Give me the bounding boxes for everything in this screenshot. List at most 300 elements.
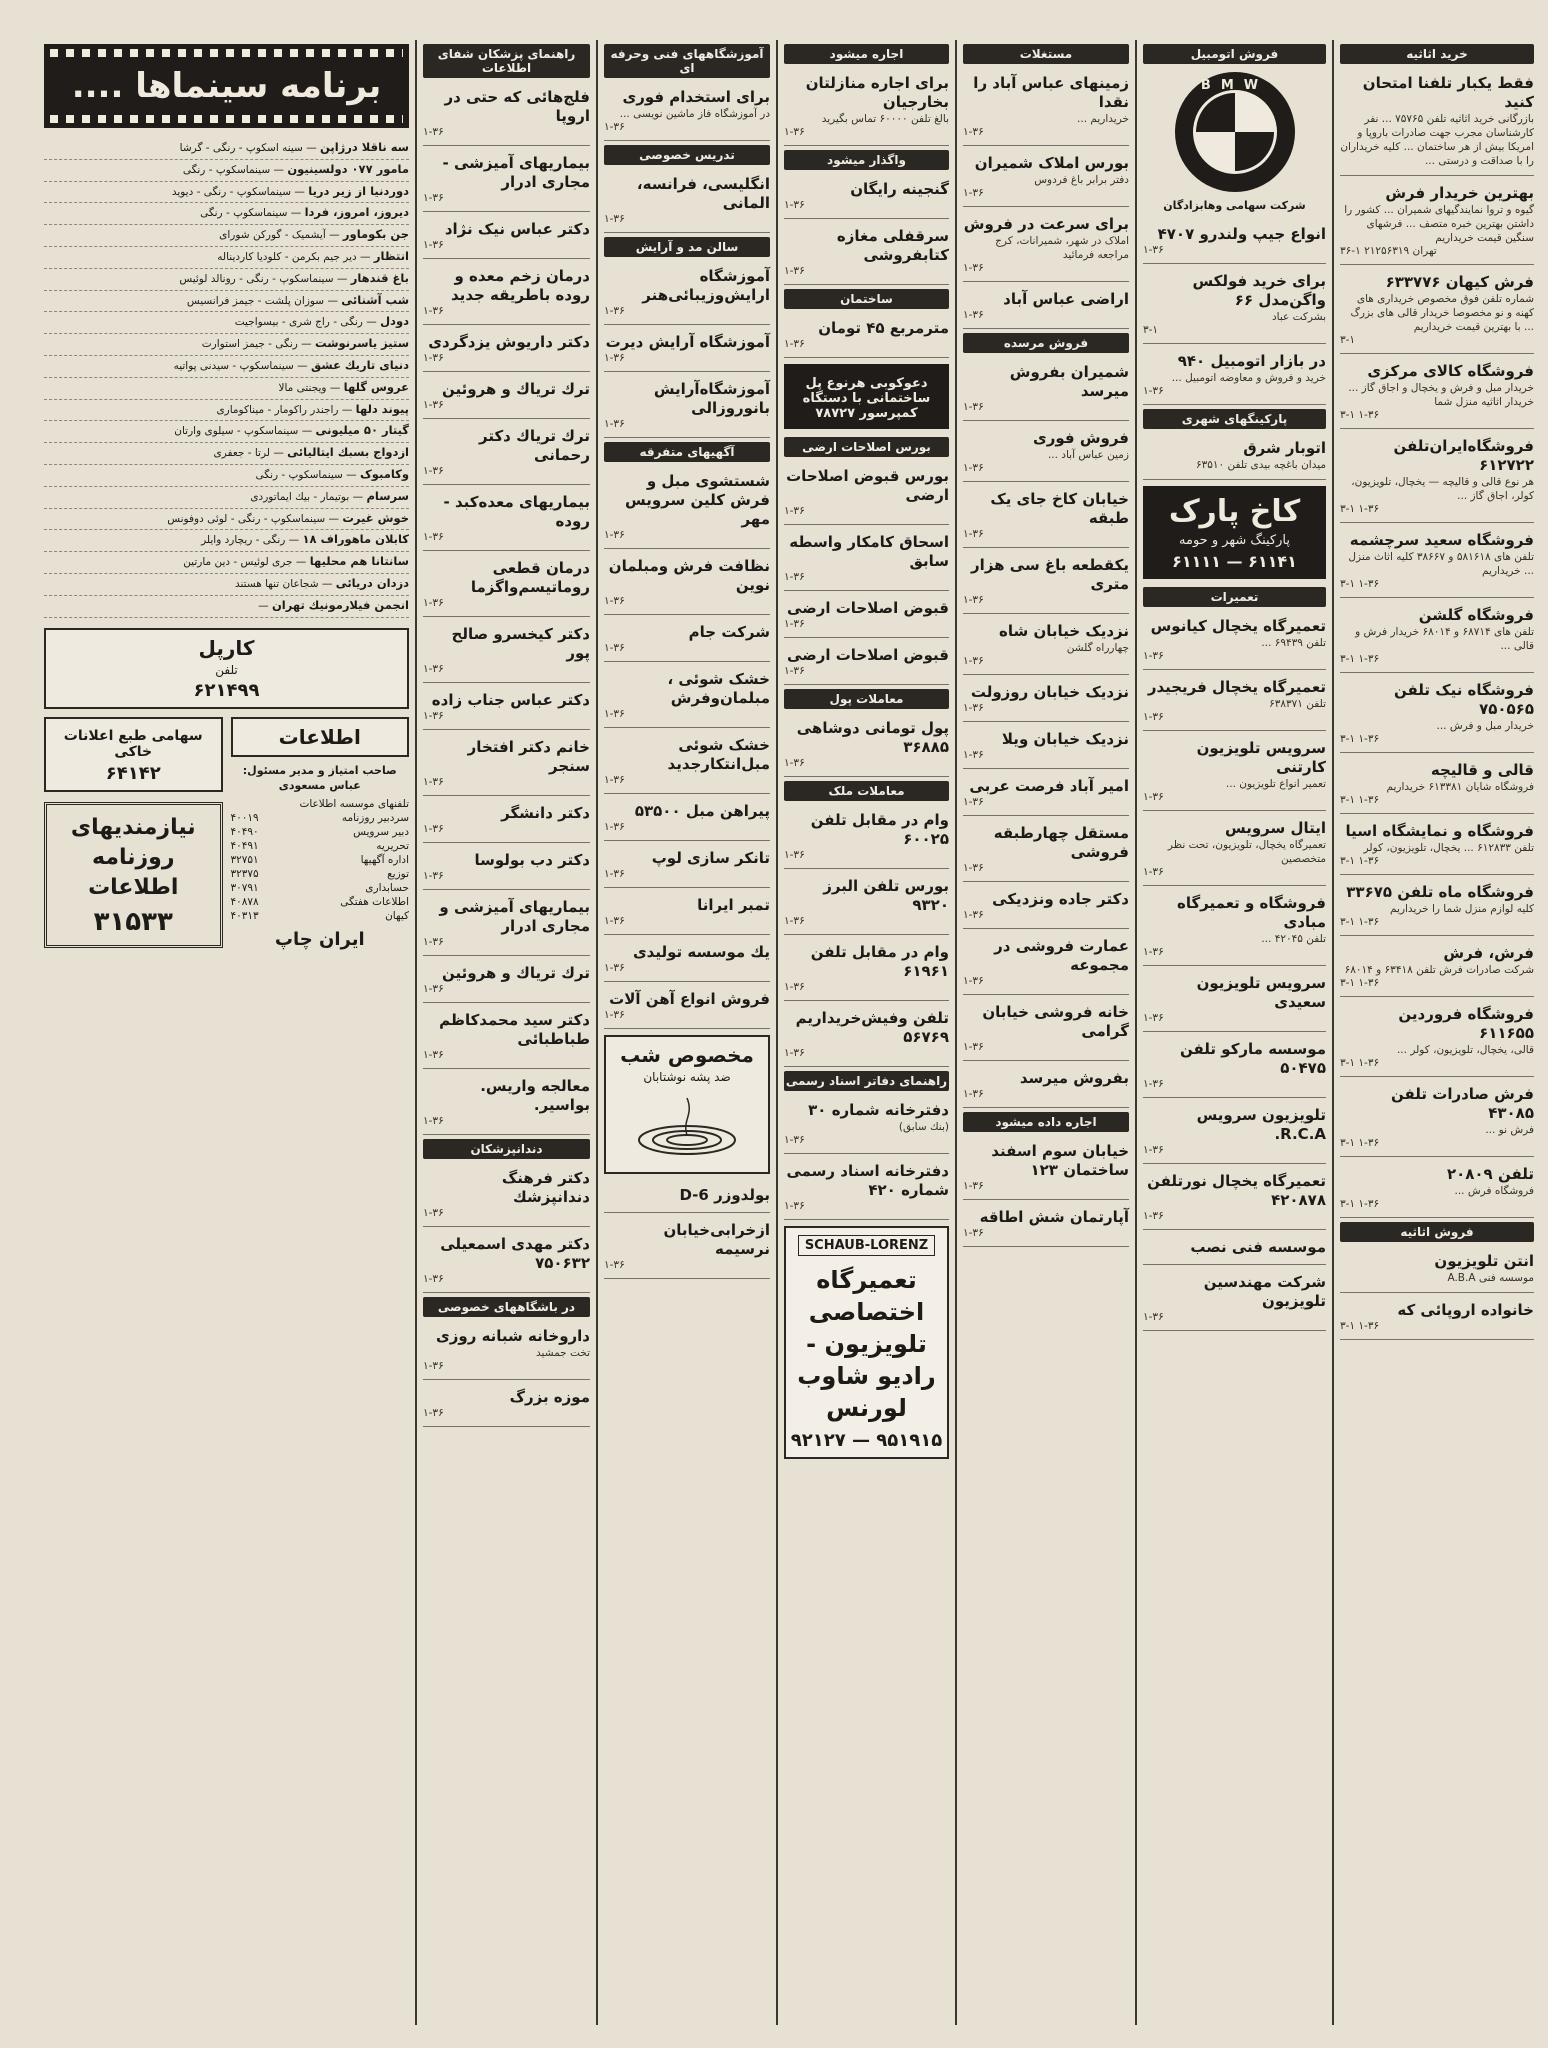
cinema-listing: [44, 182, 409, 204]
ad-code: ۱-۳۶: [604, 305, 625, 317]
ad-heading: فروشگاه نیک تلفن ۷۵۰۵۶۵: [1393, 681, 1534, 718]
ad-body: تلفن های ۵۸۱۶۱۸ و ۳۸۶۶۷ کلیه اثاث منزل ... خریداریم: [1348, 551, 1534, 577]
film-title: دزدان دریائی: [335, 575, 409, 590]
film-details: آیشمیک - گورکن شورای: [219, 229, 326, 242]
ad-item: [963, 886, 1129, 929]
ad-body: در آموزشگاه فاز ماشین نویسی ...: [619, 108, 770, 120]
parking-ad: [1143, 486, 1326, 579]
film-details: ویجنتی مالا: [278, 381, 327, 394]
ad-code: ۱-۳۶: [784, 199, 805, 211]
ad-body: تلفن ۴۲۰۴۵ ...: [1261, 933, 1326, 945]
ad-item: [423, 847, 590, 890]
ad-body: تلفن ۶۹۴۳۹ ...: [1261, 637, 1326, 649]
separator: —: [333, 272, 351, 285]
separator: —: [325, 229, 343, 242]
ad-heading: موسسه مارکو تلفن ۵۰۴۷۵: [1180, 1040, 1326, 1077]
section-header: مستغلات: [963, 44, 1129, 64]
ad-item: [604, 84, 770, 141]
ad-item: [1340, 602, 1534, 673]
ettelaat-logo: [231, 717, 410, 757]
ad-code: ۱-۳۶: [423, 1407, 444, 1419]
ad-code: ۱-۳۶: [963, 126, 984, 138]
ad-heading: بیماریهای آمیزشی و مجاری ادرار: [439, 898, 590, 935]
ad-item: [423, 329, 590, 372]
film-details: رنگی - جیمز استوارت: [201, 338, 298, 351]
ad-item: [604, 939, 770, 982]
ad-item: [423, 555, 590, 617]
ad-code: ۱-۳۶: [963, 1180, 984, 1192]
film-details: سینماسکوپ - رنگی - رونالد لوئیس: [179, 272, 334, 285]
ad-code: ۱-۳۶: [423, 1360, 444, 1372]
film-details: سینماسکوپ - رنگی - لوئی دوفونس: [167, 512, 326, 525]
ad-body: تخت جمشید: [536, 1347, 590, 1359]
mosquito-coil-icon: [632, 1090, 742, 1160]
ad-heading: دکتر عباس جناب زاده: [431, 691, 590, 709]
ad-item: [1340, 1081, 1534, 1157]
section-header: فروش اتومبیل: [1143, 44, 1326, 64]
ad-code: ۱-۳۶: [1143, 1210, 1164, 1222]
separator: —: [285, 534, 303, 547]
ad-item: [604, 468, 770, 549]
ad-item: [604, 376, 770, 438]
directory-row: [231, 853, 410, 867]
ad-heading: شرکت جام: [688, 623, 770, 641]
ad-code: ۱-۳۶: [604, 121, 625, 133]
ad-agency-box: [44, 717, 223, 792]
cinema-listing: [44, 291, 409, 313]
ad-item: [423, 1384, 590, 1427]
directory-row: [231, 797, 410, 811]
section-header: پارکینگهای شهری: [1143, 409, 1326, 429]
section-header: فروش اثاثیه: [1340, 1222, 1534, 1242]
film-details: سینماسکوپ - رنگی: [182, 163, 271, 176]
separator: —: [318, 577, 336, 590]
film-details: جری لوئیس - دین مارتین: [183, 556, 293, 569]
ad-item: [784, 70, 949, 146]
ad-heading: آموزشگاه ارایش‌وزیبائی‌هنر: [642, 267, 770, 304]
ad-heading: خشک شوئی ، مبلمان‌وفرش: [667, 670, 770, 707]
ad-code: ۱-۳۶: [604, 213, 625, 225]
film-title: ازدواج بسبك ایتالیائی: [287, 445, 409, 460]
masthead-block: [231, 717, 410, 950]
ad-heading: پول تومانی دوشاهی ۳۶۸۸۵: [796, 719, 949, 756]
cinema-listing: [44, 552, 409, 574]
ad-heading: بیماریهای معده‌کبد - روده: [443, 493, 590, 530]
separator: —: [349, 490, 367, 503]
ad-code: ۱-۳۶: [423, 663, 444, 675]
ad-code: ۱-۳۶: [963, 309, 984, 321]
ettelaat-logo-text: اطلاعات: [278, 724, 361, 749]
separator: —: [302, 142, 321, 154]
ad-code: ۱-۳۶: [423, 1115, 444, 1127]
ad-code: ۱-۳۶: [963, 262, 984, 274]
film-title: پیوند دلها: [355, 401, 409, 416]
bmw-caption: شرکت سهامی وهابزادگان: [1163, 199, 1306, 212]
ad-item: [1143, 1269, 1326, 1331]
ad-code: ۱-۳۶: [1143, 1012, 1164, 1024]
ad-item: [604, 263, 770, 325]
ad-item: [1340, 180, 1534, 265]
ad-code: ۱-۳۶: [423, 239, 444, 251]
ad-heading: خانواده اروپائی که: [1397, 1301, 1534, 1319]
mosquito-title: مخصوص شب: [620, 1043, 754, 1067]
ad-heading: تعمیرگاه یخچال کیانوس: [1150, 617, 1326, 635]
ad-heading: دکتر دانشگر: [501, 804, 590, 822]
ad-body: خرید و فروش و معاوضه اتومبیل ...: [1171, 372, 1326, 384]
ad-item: [963, 211, 1129, 282]
ad-item: [1340, 757, 1534, 814]
ad-item: [604, 986, 770, 1029]
ad-code: ۱-۳۶: [784, 1134, 805, 1146]
directory-label: دبیر سرویس: [353, 825, 409, 838]
bmw-ad: [1143, 72, 1326, 213]
ad-code: ۱-۳۶: [423, 126, 444, 138]
ad-item: [604, 732, 770, 794]
ad-code: ۱-۳۶: [423, 399, 444, 411]
ad-code: ۱-۳۶: [1143, 1311, 1164, 1323]
ad-code: ۱-۳۶: [963, 796, 984, 808]
cinema-listing: [44, 247, 409, 269]
ad-item: [784, 463, 949, 525]
film-details: شجاعان تنها هستند: [235, 577, 319, 590]
ad-item: [1340, 70, 1534, 176]
film-title: دودل: [380, 314, 409, 329]
directory-number: ۴۰۰۱۹: [230, 811, 259, 824]
ad-code: ۱-۳۶: [604, 642, 625, 654]
ad-body: بازرگانی خرید اثاثیه تلفن ۷۵۷۶۵ ... نفر کارشناسان مجرب جهت صادرات باروپا و امریکا بیش از هر ساختمان ... کلیه خریداران را با صداقت و درستی ...: [1340, 113, 1534, 167]
ad-item: [604, 619, 770, 662]
separator: —: [356, 250, 374, 263]
ad-item: [784, 873, 949, 935]
ad-code: ۱-۳۶: [784, 505, 805, 517]
directory-label: تلفنهای موسسه اطلاعات: [299, 797, 409, 810]
right-ads-block: [44, 717, 223, 950]
ad-heading: تانکر سازی لوپ: [651, 849, 770, 867]
directory-number: ۴۰۸۷۸: [230, 895, 259, 908]
film-details: سینماسکوپ - رنگی: [200, 207, 288, 220]
ad-body: خریدار مبل و فرش ...: [1436, 720, 1534, 732]
ad-heading: فروشگاه و نمایشگاه اسیا: [1345, 822, 1534, 840]
film-title: دنیای تاریك عشق: [311, 357, 409, 372]
directory-number: ۳۰۷۹۱: [230, 881, 259, 894]
ad-item: [604, 845, 770, 888]
column-cinema: [38, 40, 415, 2025]
ad-heading: دکتر فرهنگ دندانپزشك: [501, 1169, 590, 1206]
ad-code: ۱-۳۶: [1143, 385, 1164, 397]
ad-heading: اسحاق کامکار واسطه سابق: [789, 533, 949, 570]
ad-heading: بورس املاک شمیران: [974, 154, 1129, 172]
film-title: جن بکوماور: [342, 227, 409, 242]
ad-item: [784, 1097, 949, 1154]
ad-item: [1340, 1297, 1534, 1340]
ad-code: ۱-۳۶: [1143, 866, 1164, 878]
ad-code: ۳-۱ ۱-۳۶: [1340, 916, 1380, 928]
ad-item: [1340, 818, 1534, 875]
ad-item: [963, 425, 1129, 482]
ad-code: ۱-۳۶: [604, 418, 625, 430]
separator: —: [287, 207, 305, 220]
ad-heading: خانم دکتر افتخار سنجر: [467, 738, 590, 775]
ad-heading: ترك تریاك و هروئین: [442, 380, 590, 398]
ad-heading: بولدوزر D-6: [679, 1186, 770, 1204]
ad-body: شرکت صادرات فرش تلفن ۶۳۴۱۸ و ۶۸۰۱۴: [1344, 964, 1534, 976]
ad-item: [1143, 613, 1326, 670]
ad-item: [784, 807, 949, 869]
ad-heading: تلفن وفیش‌خریداریم ۵۶۷۶۹: [795, 1009, 949, 1046]
film-title: شب آشنائی: [341, 292, 409, 307]
ad-item: [423, 1007, 590, 1069]
ad-code: ۱-۳۶: [784, 1047, 805, 1059]
directory-label: حسابداری: [365, 881, 409, 894]
stamp-ad: [784, 364, 949, 429]
section-header: واگذار میشود: [784, 150, 949, 170]
ad-code: ۱-۳۶: [423, 870, 444, 882]
directory-row: [231, 895, 410, 909]
directory-number: ۳۲۷۵۱: [230, 853, 259, 866]
ad-item: [784, 529, 949, 591]
directory-label: توزیع: [387, 867, 409, 880]
ad-code: ۳-۱ ۱-۳۶: [1340, 794, 1380, 806]
ad-body: شماره تلفن فوق مخصوص خریداری های کهنه و نو مخصوصا خریدار قالی های بزرگ ... با بهترین قیمت خریداریم: [1350, 293, 1534, 333]
ad-body: بالغ تلفن ۶۰۰۰۰ تماس بگیرید: [821, 113, 949, 125]
directory-row: [231, 811, 410, 825]
ad-code: ۱-۳۶: [604, 868, 625, 880]
film-title: مامور ۰۷۷ دولسینیون: [287, 161, 409, 176]
column-rentals: [776, 40, 955, 2025]
film-title: دیروز، امروز، فردا: [304, 205, 409, 220]
ad-code: ۱-۳۶: [1143, 791, 1164, 803]
ad-code: ۱-۳۶: [784, 265, 805, 277]
cinema-listing: [44, 400, 409, 422]
ad-body: خریدار مبل و فرش و یخچال و اجاق گاز ... خریدار اثاثیه منزل شما: [1348, 382, 1534, 408]
section-header: در باشگاههای خصوصی: [423, 1297, 590, 1317]
ad-item: [963, 552, 1129, 614]
ad-heading: فرش صادرات تلفن ۴۳۰۸۵: [1390, 1085, 1534, 1122]
classifieds-phone: ۳۱۵۳۳: [93, 906, 173, 937]
ad-heading: نزدیک خیابان ویلا: [1001, 730, 1129, 748]
ad-item: [1143, 890, 1326, 966]
ad-heading: بورس قبوض اصلاحات ارضی: [786, 467, 949, 504]
ad-item: [1143, 348, 1326, 405]
ad-code: ۱-۳۶: [423, 776, 444, 788]
film-title: سانتانا هم محلیها: [309, 554, 409, 569]
ad-code: ۱-۳۶: [784, 571, 805, 583]
film-details: سینماسکوپ - سیلوی وارتان: [174, 425, 299, 438]
ad-heading: آموزشگاه‌آرایش بانوروزالی: [653, 380, 770, 417]
cinema-listing: [44, 530, 409, 552]
ad-heading: فروشگاه گلشن: [1418, 606, 1534, 624]
ad-heading: شمیران بفروش میرسد: [1009, 363, 1129, 400]
ad-item: [604, 892, 770, 935]
ad-item: [1340, 677, 1534, 753]
ad-item: [963, 726, 1129, 769]
ad-code: ۱-۳۶: [963, 528, 984, 540]
ad-body: موسسه فنی A.B.A: [1447, 1272, 1534, 1284]
film-title: انتظار: [373, 248, 409, 263]
ad-heading: پیراهن مبل ۵۳۵۰۰: [634, 802, 770, 820]
cinema-listing: [44, 465, 409, 487]
cinema-listing: [44, 574, 409, 596]
separator: —: [298, 425, 316, 438]
section-header: اجاره میشود: [784, 44, 949, 64]
ad-code: ۱-۳۶: [604, 1259, 625, 1271]
ad-heading: برای استخدام فوری: [622, 88, 770, 106]
ad-item: [1143, 268, 1326, 344]
directory-label: اداره آگهیها: [360, 853, 409, 866]
directory-label: سردبیر روزنامه: [341, 811, 409, 824]
ad-heading: دفترخانه شماره ۳۰: [808, 1101, 949, 1119]
ad-heading: خیابان سوم اسفند ساختمان ۱۲۳: [991, 1142, 1129, 1179]
ad-item: [963, 359, 1129, 421]
ad-code: ۳-۱: [1143, 324, 1159, 336]
ad-item: [423, 84, 590, 146]
directory-row: [231, 839, 410, 853]
ad-heading: درمان قطعی روماتیسم‌واگزما: [470, 559, 590, 596]
ad-heading: فروش انواع آهن آلات: [609, 990, 770, 1008]
ad-item: [423, 376, 590, 419]
ad-code: ۱-۳۶: [963, 594, 984, 606]
carpel-ad: [44, 628, 409, 709]
ad-heading: دکتر جاده ونزدیکی: [992, 890, 1129, 908]
ad-item: [1340, 433, 1534, 523]
column-doctors: [415, 40, 596, 2025]
ad-heading: یکقطعه باغ سی هزار متری: [971, 556, 1129, 593]
ad-heading: بورس تلفن البرز ۹۳۲۰: [823, 877, 949, 914]
ad-item: [604, 329, 770, 372]
ad-item: [423, 687, 590, 730]
ad-item: [963, 820, 1129, 882]
ad-item: [963, 486, 1129, 548]
cinema-listing: [44, 312, 409, 334]
ad-code: ۱-۳۶: [963, 909, 984, 921]
ad-heading: خشک شوئی مبل‌انتکارجدید: [667, 736, 770, 773]
ad-item: [1143, 735, 1326, 811]
directory-label: اطلاعات هفتگی: [340, 895, 409, 908]
ad-body: تلفن ۶۳۸۳۷۱: [1269, 698, 1326, 710]
film-title: وکامبوک: [360, 466, 409, 481]
ad-heading: فروشگاه سعید سرچشمه: [1349, 531, 1534, 549]
ad-item: [423, 894, 590, 956]
section-header: راهنمای دفاتر اسناد رسمی: [784, 1071, 949, 1091]
ad-item: [1340, 1248, 1534, 1293]
classifieds-title: نیازمندیهای روزنامه اطلاعات: [70, 814, 196, 900]
carpel-phone-label: تلفن: [215, 662, 238, 677]
ad-code: ۱-۳۶: [963, 655, 984, 667]
ad-code: ۳-۱ ۱-۳۶: [1340, 503, 1380, 515]
ad-code: ۱-۳۶: [784, 849, 805, 861]
ad-item: [963, 286, 1129, 329]
ad-heading: فرش کیهان ۶۳۳۷۷۶: [1385, 273, 1534, 291]
cinema-listing: [44, 269, 409, 291]
ad-item: [423, 1231, 590, 1293]
schaub-lorenz-ad: [784, 1226, 949, 1459]
ad-item: [604, 171, 770, 233]
ad-heading: خیابان کاخ جای یک طبقه: [990, 490, 1129, 527]
film-title: سرسام: [366, 488, 409, 503]
ad-item: [963, 1204, 1129, 1247]
ad-heading: انتن تلویزیون: [1434, 1252, 1534, 1270]
ad-code: ۱-۳۶: [1143, 1078, 1164, 1090]
section-header: دندانپزشکان: [423, 1139, 590, 1159]
film-title: گیتار ۵۰ میلیونی: [315, 423, 409, 438]
separator: —: [293, 359, 311, 372]
ad-item: [1143, 970, 1326, 1032]
ad-heading: فلج‌هائی که حتی در اروپا: [444, 88, 590, 125]
cinema-listing: [44, 203, 409, 225]
ad-item: [604, 666, 770, 728]
ad-item: [784, 1158, 949, 1220]
ad-code: ۱-۳۶: [784, 618, 805, 630]
ad-heading: قبوض اصلاحات ارضی: [787, 646, 949, 664]
directory-number: ۴۰۳۱۳: [230, 909, 259, 922]
separator: —: [338, 403, 356, 416]
ad-code: ۳-۱ ۱-۳۶: [1340, 1320, 1380, 1332]
ad-item: [1143, 1234, 1326, 1265]
ad-heading: موزه بزرگ: [509, 1388, 590, 1406]
section-header: تدریس خصوصی: [604, 145, 770, 165]
cinema-listing: [44, 487, 409, 509]
directory-row: [231, 881, 410, 895]
ad-item: [784, 595, 949, 638]
ad-heading: سرقفلی مغازه کتابفروشی: [836, 227, 949, 264]
ad-code: ۱-۳۶: [963, 975, 984, 987]
ad-item: [604, 1182, 770, 1213]
film-title: ستیز یاسرنوشت: [315, 336, 409, 351]
film-details: راجندر راکومار - میناکوماری: [216, 403, 339, 416]
ad-heading: اراضی عباس آباد: [1003, 290, 1129, 308]
ad-body: کلیه لوازم منزل شما را خریداریم: [1390, 903, 1534, 915]
cinema-banner: [44, 44, 409, 128]
ad-item: [963, 150, 1129, 207]
ad-body: تلفن های ۶۸۷۱۴ و ۶۸۰۱۴ خریدار فرش و قالی ...: [1355, 626, 1534, 652]
ad-heading: فروشگاه و تعمیرگاه مبادی: [1176, 894, 1326, 931]
section-header: اجاره داده میشود: [963, 1112, 1129, 1132]
schaub-brand: SCHAUB-LORENZ: [798, 1235, 935, 1256]
ad-item: [784, 176, 949, 219]
ad-item: [963, 618, 1129, 675]
ad-code: ۱-۳۶: [604, 1009, 625, 1021]
cinema-listing: [44, 225, 409, 247]
ad-code: ۱-۳۶: [423, 597, 444, 609]
ad-heading: آموزشگاه آرایش دیرت: [605, 333, 770, 351]
separator: —: [270, 163, 288, 176]
classifieds-box: [44, 802, 223, 948]
ad-item: [963, 773, 1129, 816]
film-details: سینماسکوپ - سیدنی پواتیه: [173, 359, 294, 372]
ad-code: ۱-۳۶: [423, 1273, 444, 1285]
ad-code: ۱-۳۶: [604, 529, 625, 541]
ad-code: ۳-۱ ۱-۳۶: [1340, 855, 1380, 867]
ad-code: ۱-۳۶: [1143, 244, 1164, 256]
ad-code: ۱-۳۶: [784, 665, 805, 677]
ad-heading: موسسه فنی نصب: [1190, 1238, 1326, 1256]
section-header: آموزشگاههای فنی وحرفه ای: [604, 44, 770, 78]
ad-code: ۱-۳۶: [1143, 650, 1164, 662]
ad-code: ۱-۳۶: [423, 1207, 444, 1219]
ad-item: [423, 800, 590, 843]
ad-code: ۱-۳۶: [963, 1041, 984, 1053]
ad-item: [423, 734, 590, 796]
ad-heading: تمبر ایرانا: [697, 896, 770, 914]
separator: —: [291, 185, 309, 198]
mosquito-subtitle: ضد پشه نوشتابان: [643, 1070, 731, 1084]
ad-code: ۱-۳۶: [604, 915, 625, 927]
ad-body: تعمیر انواع تلویزیون ...: [1225, 778, 1326, 790]
ad-heading: زمینهای عباس آباد را نقدا: [973, 74, 1129, 111]
ad-body: زمین عباس آباد ...: [1047, 449, 1129, 461]
ad-item: [423, 1323, 590, 1380]
stamp-text: دعوکوبی هرنوع پل ساختمانی با دستگاه کمپرسور ۷۸۷۲۷: [802, 376, 931, 421]
